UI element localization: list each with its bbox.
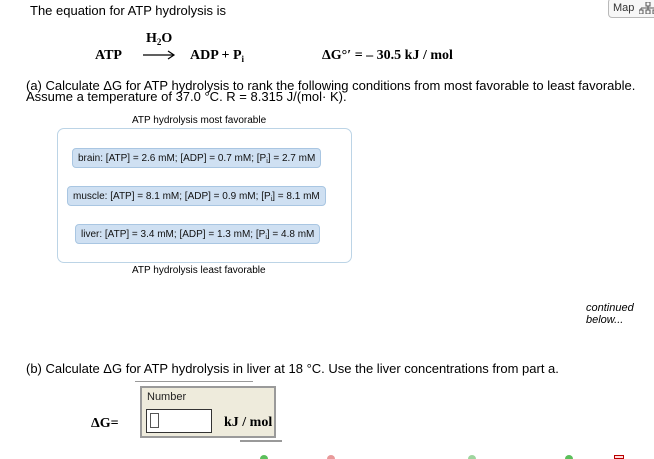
- equation-products: ADP + $P_i$: [190, 48, 245, 64]
- part-a-question: [26, 80, 646, 102]
- divider: [135, 381, 253, 382]
- part-a-line2: Assume a temperature of 37.0 °C. R = 8.315 J/(mol· K).: [26, 89, 347, 104]
- status-dot-icon: [260, 455, 268, 459]
- answer-caption: Number: [147, 391, 187, 403]
- map-button-label: Map: [613, 2, 635, 14]
- status-dot-icon: [565, 455, 573, 459]
- equation-reactant: ATP: [95, 48, 122, 63]
- intro-text: The equation for ATP hydrolysis is: [30, 3, 227, 18]
- divider: [240, 440, 282, 442]
- rank-top-label: ATP hydrolysis most favorable: [132, 115, 267, 126]
- answer-panel: [140, 386, 276, 438]
- flag-icon: [614, 455, 624, 459]
- status-dot-icon: [468, 455, 476, 459]
- ranking-dropzone[interactable]: [57, 128, 352, 263]
- delta-g-label: ΔG=: [91, 416, 119, 431]
- rank-item-muscle[interactable]: muscle: [ATP] = 8.1 mM; [ADP] = 0.9 mM; $[P_i] = 8.1$ mM: [67, 186, 326, 206]
- part-b-question: (b) Calculate ΔG for ATP hydrolysis in liver at 18 °C. Use the liver concentrations from part a.: [26, 361, 559, 376]
- map-button[interactable]: [608, 0, 654, 18]
- standard-free-energy: ΔG°′ = – 30.5 kJ / mol: [322, 48, 453, 63]
- equation-catalyst-water: $H_2O$: [146, 31, 173, 47]
- part-a-line1: (a) Calculate ΔG for ATP hydrolysis to rank the following conditions from most favorable to least favorable.: [26, 78, 636, 93]
- reaction-arrow-icon: [142, 48, 176, 67]
- rank-item-liver[interactable]: liver: [ATP] = 3.4 mM; [ADP] = 1.3 mM; $[P_i] = 4.8$ mM: [75, 224, 320, 244]
- rank-item-brain[interactable]: brain: [ATP] = 2.6 mM; [ADP] = 0.7 mM; $[P_i] = 2.7$ mM: [72, 148, 321, 168]
- continued-below-note: continued below...: [586, 302, 634, 326]
- answer-unit: kJ / mol: [224, 415, 273, 430]
- status-dot-icon: [327, 455, 335, 459]
- text-cursor-icon: [150, 413, 159, 428]
- rank-bottom-label: ATP hydrolysis least favorable: [132, 265, 266, 276]
- sitemap-icon: [639, 2, 654, 14]
